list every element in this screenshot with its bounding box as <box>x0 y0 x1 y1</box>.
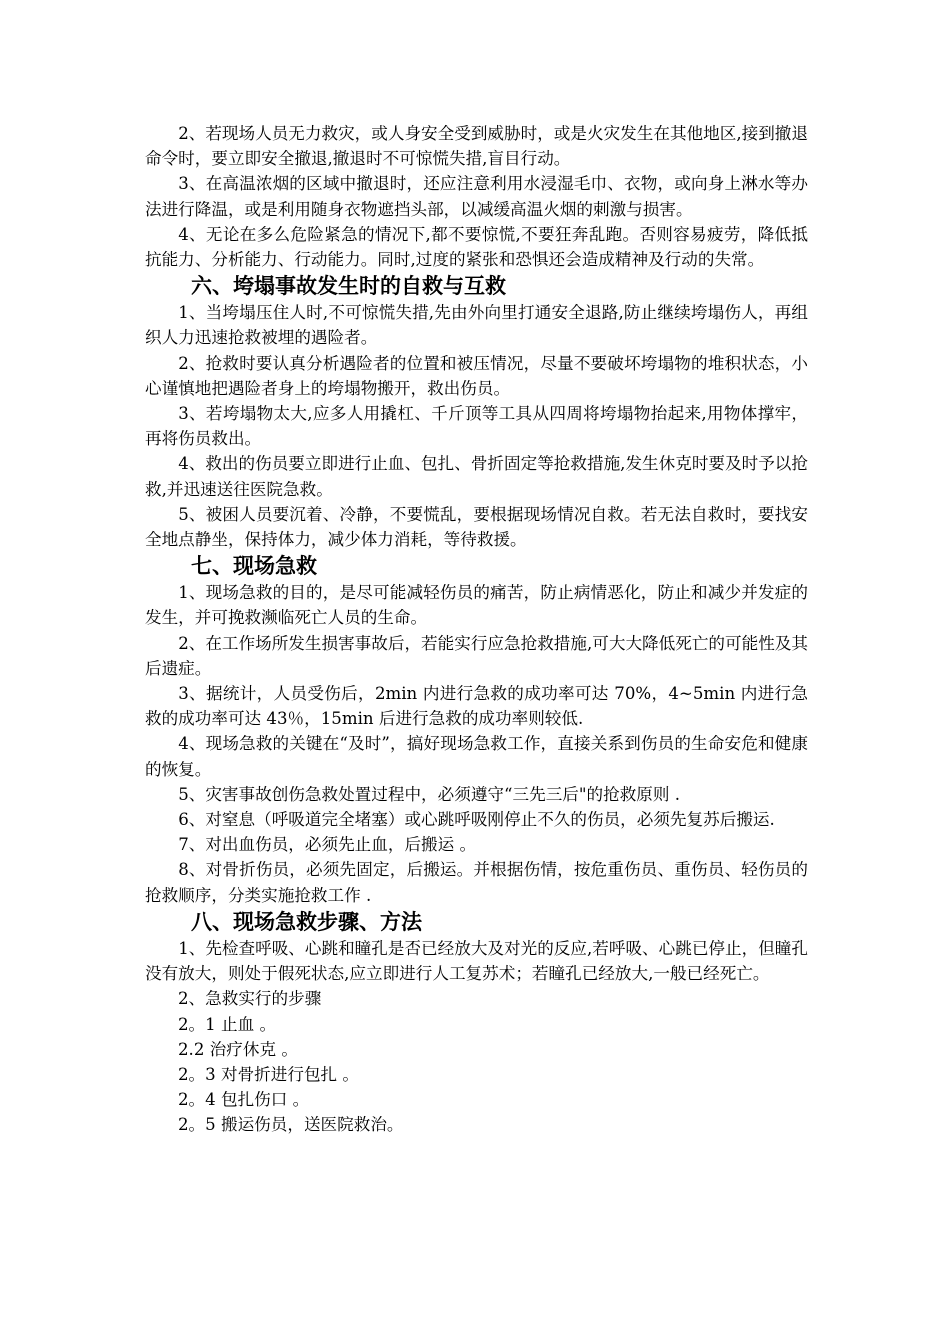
document-page <box>145 121 808 1138</box>
step-item: 2。5 搬运伤员，送医院救治。 <box>178 1115 404 1135</box>
paragraph-first-aid-4: 4、现场急救的关键在“及时”，搞好现场急救工作，直接关系到伤员的生命安危和健康的恢复。 <box>145 734 808 779</box>
paragraph-first-aid-1: 1、现场急救的目的，是尽可能减轻伤员的痛苦，防止病情恶化，防止和减少并发症的发生，并可挽救濒临死亡人员的生命。 <box>145 583 808 628</box>
step-item: 2。1 止血 。 <box>178 1014 277 1034</box>
paragraph-collapse-5: 5、被困人员要沉着、冷静，不要慌乱，要根据现场情况自救。若无法自救时，要找安全地点静坐，保持体力，减少体力消耗，等待救援。 <box>145 504 808 550</box>
step-item: 2、急救实行的步骤 <box>178 989 322 1009</box>
step-item: 2。4 包扎伤口 。 <box>178 1090 310 1110</box>
paragraph-collapse-2: 2、抢救时要认真分析遇险者的位置和被压情况，尽量不要破坏垮塌物的堆积状态，小心谨慎地把遇险者身上的垮塌物搬开，救出伤员。 <box>145 353 808 398</box>
paragraph-first-aid-5: 5、灾害事故创伤急救处置过程中，必须遵守“三先三后"的抢救原则 . <box>178 784 681 804</box>
section-heading-steps: 八、现场急救步骤、方法 <box>191 908 422 934</box>
paragraph-first-aid-8: 8、对骨折伤员，必须先固定，后搬运。并根据伤情，按危重伤员、重伤员、轻伤员的抢救顺序，分类实施抢救工作 . <box>145 860 808 905</box>
step-item: 2。3 对骨折进行包扎 。 <box>178 1064 360 1084</box>
paragraph-first-aid-2: 2、在工作场所发生损害事故后，若能实行应急抢救措施,可大大降低死亡的可能性及其后遗症。 <box>145 633 808 678</box>
paragraph-first-aid-7: 7、对出血伤员，必须先止血，后搬运 。 <box>178 835 477 855</box>
paragraph-collapse-4: 4、救出的伤员要立即进行止血、包扎、骨折固定等抢救措施,发生休克时要及时予以抢救,并迅速送往医院急救。 <box>145 454 808 499</box>
paragraph-fire-3: 3、在高温浓烟的区域中撤退时，还应注意利用水浸湿毛巾、衣物，或向身上淋水等办法进行降温，或是利用随身衣物遮挡头部，以减缓高温火烟的刺激与损害。 <box>145 174 808 219</box>
section-heading-first-aid: 七、现场急救 <box>191 553 317 579</box>
paragraph-first-aid-6: 6、对窒息（呼吸道完全堵塞）或心跳呼吸刚停止不久的伤员，必须先复苏后搬运. <box>178 810 775 830</box>
section-heading-collapse: 六、垮塌事故发生时的自救与互救 <box>191 273 506 299</box>
step-item: 2.2 治疗休克 。 <box>178 1039 298 1059</box>
paragraph-collapse-1: 1、当垮塌压住人时,不可惊慌失措,先由外向里打通安全退路,防止继续垮塌伤人，再组织人力迅速抢救被埋的遇险者。 <box>145 303 808 348</box>
paragraph-steps-1: 1、先检查呼吸、心跳和瞳孔是否已经放大及对光的反应,若呼吸、心跳已停止，但瞳孔没有放大，则处于假死状态,应立即进行人工复苏术；若瞳孔已经放大,一般已经死亡。 <box>145 938 808 984</box>
paragraph-first-aid-3: 3、据统计，人员受伤后，2min 内进行急救的成功率可达 70%，4~5min 内进行急救的成功率可达 43％，15min 后进行急救的成功率则较低. <box>145 684 808 729</box>
paragraph-collapse-3: 3、若垮塌物太大,应多人用撬杠、千斤顶等工具从四周将垮塌物抬起来,用物体撑牢，再将伤员救出。 <box>145 404 808 449</box>
paragraph-fire-4: 4、无论在多么危险紧急的情况下,都不要惊慌,不要狂奔乱跑。否则容易疲劳，降低抵抗能力、分析能力、行动能力。同时,过度的紧张和恐惧还会造成精神及行动的失常。 <box>145 224 808 270</box>
paragraph-fire-2: 2、若现场人员无力救灾，或人身安全受到威胁时，或是火灾发生在其他地区,接到撤退命令时，要立即安全撤退,撤退时不可惊慌失措,盲目行动。 <box>145 124 808 169</box>
